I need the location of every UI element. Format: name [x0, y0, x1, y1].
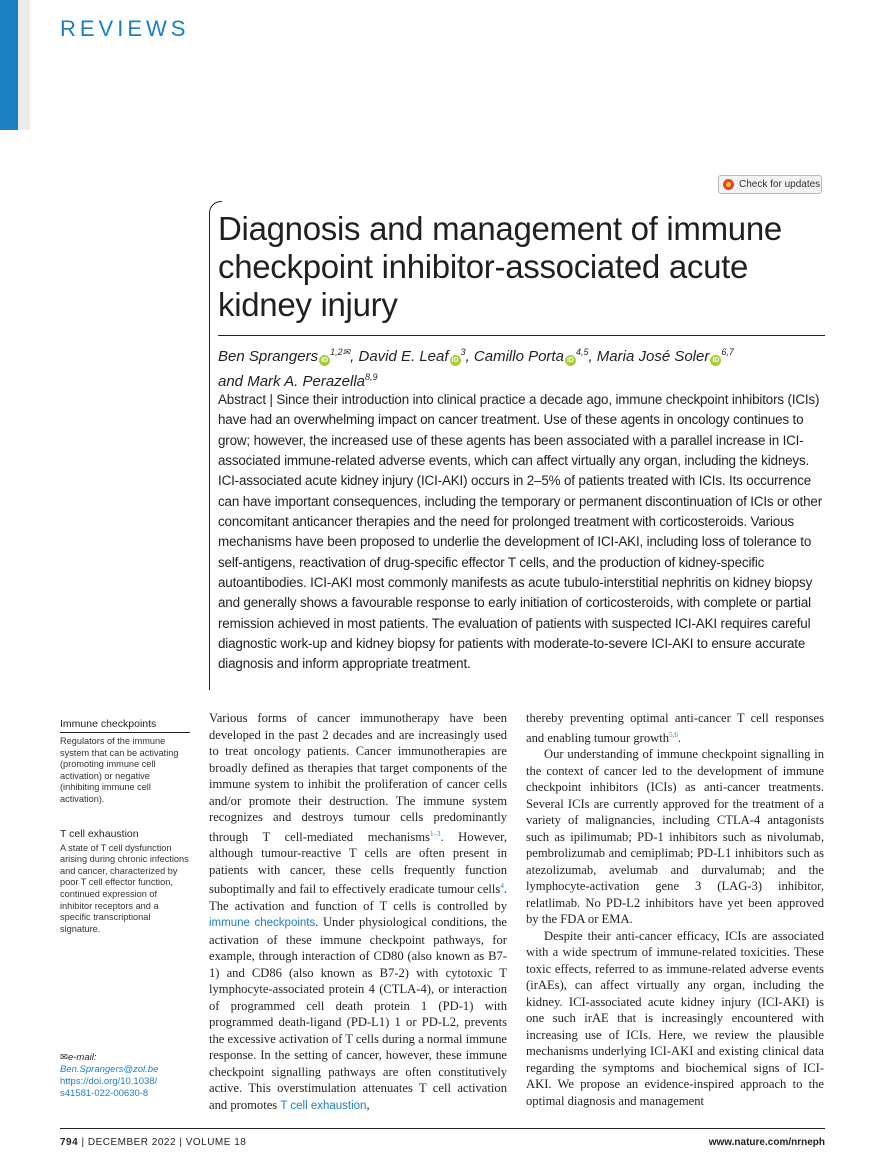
body-text: Our understanding of immune checkpoint signalling in the context of cancer led to the development of immune checkpoint inhibitors (ICIs) as anti-cancer treatments. Several ICIs are currently approved for the treatment of a variety of malignancies, including CTLA-4 antagonists such as ipilimumab; PD-1 inhibitors such as nivolumab, pembrolizumab and cemiplimab; PD-L1 inhibitors such as atezolizumab, avelumab and durvalumab; and the lymphocyte-activation gene 3 (LAG-3) inhibitor, relatlimab. No PD-L2 inhibitors have yet been approved by the FDA or EMA.: [526, 747, 824, 927]
article-title: Diagnosis and management of immune checkpoint inhibitor-associated acute kidney injury: [218, 210, 782, 323]
author-list: Ben Sprangers $iD^{1,2✉}$, David E. Leaf $iD^3$, Camillo Porta iD$^{4,5}$, Maria José Soler iD$^{6,7}$ and Mark A. Perazella$^{8,9}$: [218, 347, 734, 390]
body-text: Various forms of cancer immunotherapy have been developed in the past 2 decades and are increasingly used to treat oncology patients. Cancer immunotherapies are broadly defined as therapies that target components of the immune system to inhibit the proliferation of cancer cells and/or promote their destruction. The immune system recognizes and destroys tumour cells predominantly through T cell-mediated mechanisms: [209, 711, 507, 844]
body-text: . The activation and function of T cells is controlled by: [209, 882, 507, 913]
author-affiliation: 8,9: [365, 372, 378, 382]
author-name[interactable]: Camillo Porta: [473, 348, 564, 365]
check-for-updates-label: Check for updates: [739, 179, 821, 190]
email-icon: ✉: [60, 1052, 68, 1063]
body-text: ,: [366, 1097, 370, 1112]
crossmark-icon: [723, 179, 734, 190]
accent-bar-shadow: [18, 0, 30, 130]
citation-ref[interactable]: 4: [500, 882, 504, 891]
body-paragraph: [526, 710, 824, 746]
title-divider: [218, 335, 825, 336]
body-text: . However, although tumour-reactive T cells are often present in patients with cancer, these cells frequently function suboptimally and fail to effectively eradicate tumour cells: [209, 829, 507, 897]
body-text: thereby preventing optimal anti-cancer T cell responses and enabling tumour growth: [526, 711, 824, 745]
body-column-1: [209, 710, 507, 1114]
author-name[interactable]: and Mark A. Perazella: [218, 373, 366, 390]
abstract-text: Since their introduction into clinical practice a decade ago, immune checkpoint inhibitors (ICIs) have had an overwhelming impact on cancer treatment. Use of these agents in oncology continues to grow; however, the increased use of these agents has been associated with a parallel increase in ICI-associated immune-related adverse events, which can affect virtually any organ, including the kidneys. ICI-associated acute kidney injury (ICI-AKI) occurs in 2–5% of patients treated with ICIs. Its occurrence can have important consequences, including the temporary or permanent discontinuation of ICIs or other concomitant anticancer therapies and the need for prolonged treatment with corticosteroids. Various mechanisms have been proposed to underlie the development of ICI-AKI, including loss of tolerance to self-antigens, reactivation of drug-specific effector T cells, and the production of kidney-specific autoantibodies. ICI-AKI most commonly manifests as acute tubulo-interstitial nephritis on kidney biopsy and generally shows a favourable response to early initiation of corticosteroids, with complete or partial remission achieved in most patients. The evaluation of patients with suspected ICI-AKI requires careful diagnostic work-up and kidney biopsy for patients with moderate-to-severe ICI-AKI to ensure accurate diagnosis and inform appropriate treatment.: [218, 392, 822, 672]
page-number: 794: [60, 1137, 79, 1148]
body-text: .: [677, 730, 681, 745]
glossary-link[interactable]: T cell exhaustion: [280, 1099, 367, 1112]
author-affiliation: 4,5: [575, 347, 589, 357]
doi-link[interactable]: https://doi.org/10.1038/ s41581-022-00630-8: [60, 1076, 158, 1099]
accent-bar: [0, 0, 18, 130]
orcid-icon[interactable]: iD: [451, 357, 459, 364]
glossary-term: Immune checkpoints: [60, 718, 190, 733]
author-affiliation: 6,7: [721, 347, 734, 357]
abstract-label: Abstract: [218, 392, 266, 407]
citation-ref[interactable]: 1–3: [429, 829, 441, 838]
section-label: REVIEWS: [60, 16, 190, 41]
orcid-icon[interactable]: iD: [321, 357, 329, 364]
email-link[interactable]: Ben.Sprangers@zol.be: [60, 1064, 159, 1075]
body-paragraph: [526, 746, 824, 928]
author-name[interactable]: David E. Leaf: [358, 348, 449, 365]
body-column-2: [526, 710, 824, 1109]
email-label: e-mail:: [67, 1052, 97, 1063]
abstract: Abstract | Since their introduction into clinical practice a decade ago, immune checkpoint inhibitors (ICIs) have had an overwhelming impact on cancer treatment. Use of these agents in oncology continues to grow; however, the increased use of these agents has been associated with a parallel increase in ICI-associated immune-related adverse events, which can affect virtually any organ, including the kidneys. ICI-associated acute kidney injury (ICI-AKI) occurs in 2–5% of patients treated with ICIs. Its occurrence can have important consequences, including the temporary or permanent discontinuation of ICIs or other concomitant anticancer therapies and the need for prolonged treatment with corticosteroids. Various mechanisms have been proposed to underlie the development of ICI-AKI, including loss of tolerance to self-antigens, reactivation of drug-specific effector T cells, and the production of kidney-specific autoantibodies. ICI-AKI most commonly manifests as acute tubulo-interstitial nephritis on kidney biopsy and generally shows a favourable response to early initiation of corticosteroids, with complete or partial remission achieved in most patients. The evaluation of patients with suspected ICI-AKI requires careful diagnostic work-up and kidney biopsy for patients with moderate-to-severe ICI-AKI to ensure accurate diagnosis and inform appropriate treatment.: [218, 392, 822, 672]
glossary-sidebar: [60, 718, 190, 935]
author-affiliation: 1,2: [330, 347, 343, 357]
body-paragraph: [209, 710, 507, 1114]
glossary-definition: Regulators of the immune system that can be activating (promoting immune cell activation) or negative (inhibiting immune cell activation).: [60, 736, 179, 804]
footer-divider: [60, 1128, 825, 1129]
email-icon[interactable]: ✉: [342, 347, 351, 357]
orcid-icon[interactable]: iD: [566, 357, 574, 364]
footer-citation: [60, 1137, 246, 1148]
body-paragraph: [526, 928, 824, 1110]
glossary-link[interactable]: immune checkpoints: [209, 917, 316, 930]
issue-info: | DECEMBER 2022 | VOLUME 18: [81, 1137, 247, 1148]
correspondence: [60, 1052, 200, 1100]
glossary-term: T cell exhaustion: [60, 827, 139, 840]
glossary-definition: A state of T cell dysfunction arising during chronic infections and cancer, characterized by poor T cell effector function, continued expression of inhibitor receptors and a specific transcriptional signature.: [60, 842, 189, 934]
citation-ref[interactable]: 5,6: [669, 730, 678, 739]
body-text: . Under physiological conditions, the activation of these immune checkpoint pathways, for example, through interaction of CD80 (also known as B7-1) and CD86 (also known as B7-2) with cytotoxic T lymphocyte-associated protein 4 (CTLA-4), or interaction of programmed cell death protein 1 (PD-1) with programmed death-ligand (PD-L1) 1 or PD-L2, prevents the excessive activation of T cells during a normal immune response. In the setting of cancer, however, these immune checkpoint signalling pathways are often constitutively active. This overstimulation attenuates T cell activation and promotes: [209, 915, 508, 1112]
author-affiliation: 3: [460, 347, 466, 357]
orcid-icon[interactable]: iD: [712, 357, 720, 364]
body-text: Despite their anti-cancer efficacy, ICIs are associated with a wide spectrum of immune-related toxicities. These toxic effects, referred to as immune-related adverse events (irAEs), can affect virtually any organ, including the kidney. ICI-associated acute kidney injury (ICI-AKI) is one such irAE that is increasingly encountered with increasing use of ICIs. Here, we review the plausible mechanisms underlying ICI-AKI and existing clinical data regarding the symptoms and biochemical signs of ICI-AKI. We propose an evidence-inspired approach to the optimal diagnosis and management: [526, 928, 824, 1108]
check-for-updates-button[interactable]: [718, 175, 822, 194]
journal-url[interactable]: www.nature.com/nrneph: [708, 1137, 825, 1148]
author-name[interactable]: Ben Sprangers: [218, 348, 319, 365]
author-name[interactable]: Maria José Soler: [596, 348, 710, 365]
